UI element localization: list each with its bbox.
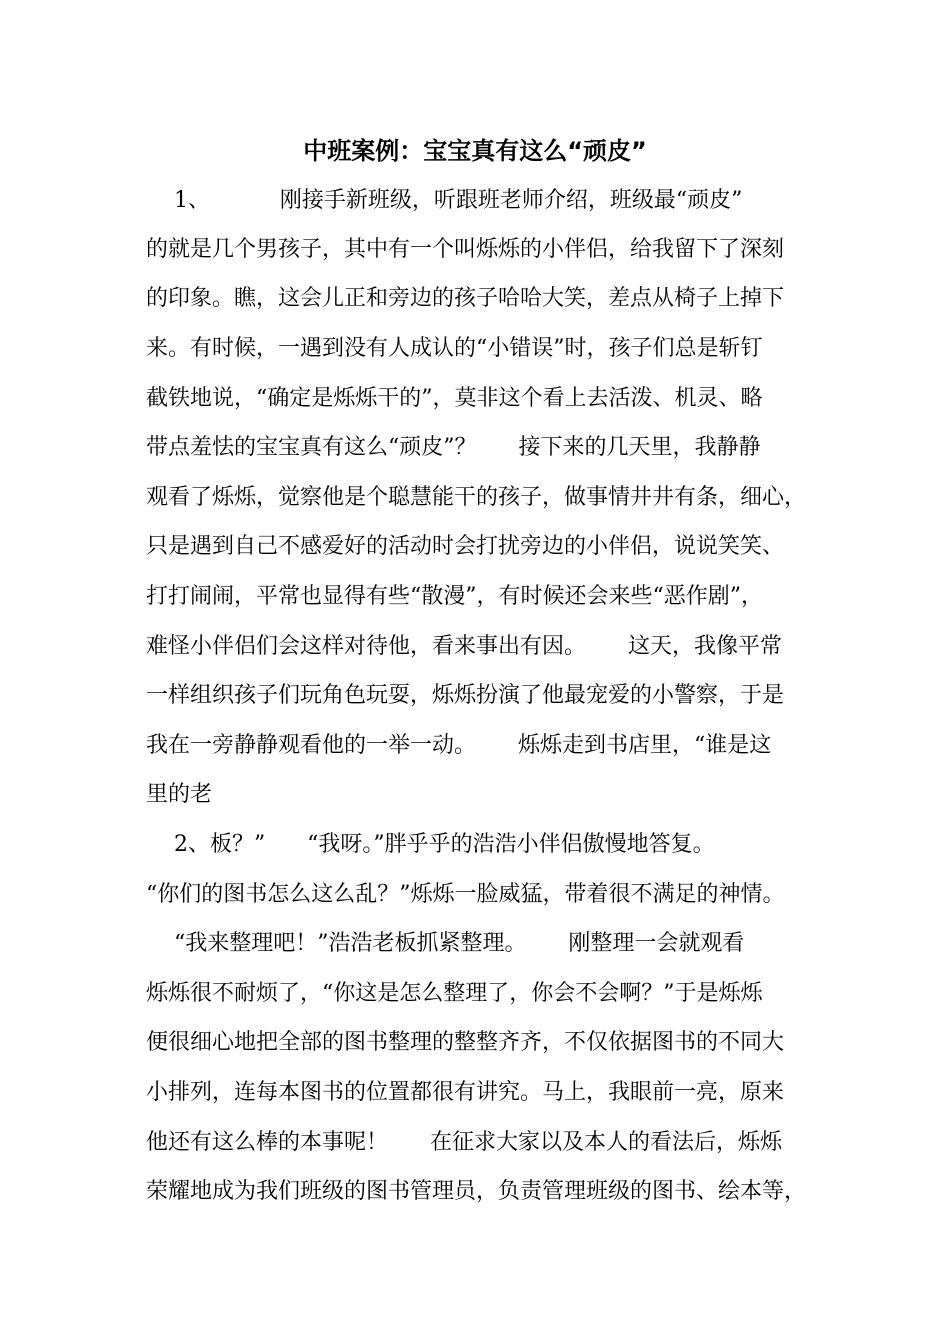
text-line: 荣耀地成为我们班级的图书管理员，负责管理班级的图书、绘本等， [146,1179,807,1204]
text-line: “你们的图书怎么这么乱？”烁烁一脸威猛，带着很不满足的神情。 [146,882,785,907]
text-line: 的印象。瞧，这会儿正和旁边的孩子哈哈大笑，差点从椅子上掉下 [146,286,785,311]
text-line: “我来整理吧！”浩浩老板抓紧整理。 刚整理一会就观看 [146,931,745,956]
text-line: 小排列，连每本图书的位置都很有讲究。马上，我眼前一亮，原来 [146,1080,785,1105]
text-line: 便很细心地把全部的图书整理的整整齐齐，不仅依据图书的不同大 [146,1030,785,1055]
text-line: 2、板？” “我呀。”胖乎乎的浩浩小伴侣傲慢地答复。 [146,832,715,857]
text-line: 1、 刚接手新班级，听跟班老师介绍，班级最“顽皮” [146,188,743,213]
text-line: 他还有这么棒的本事呢！ 在征求大家以及本人的看法后，烁烁 [146,1130,782,1155]
text-line: 来。有时候，一遇到没有人成认的“小错误”时，孩子们总是斩钉 [146,336,763,361]
text-line: 打打闹闹，平常也显得有些“散漫”，有时候还会来些“恶作剧”， [146,584,763,609]
text-line: 只是遇到自己不感爱好的活动时会打扰旁边的小伴侣，说说笑笑、 [146,534,785,559]
document-title: 中班案例：宝宝真有这么“顽皮” [303,137,647,165]
text-line: 截铁地说，“确定是烁烁干的”，莫非这个看上去活泼、机灵、略 [146,386,763,411]
text-line: 我在一旁静静观看他的一举一动。 烁烁走到书店里，“谁是这 [146,733,772,758]
text-line: 烁烁很不耐烦了，“你这是怎么整理了，你会不会啊？”于是烁烁 [146,981,763,1006]
text-line: 里的老 [146,782,213,807]
text-line: 带点羞怯的宝宝真有这么“顽皮”？ 接下来的几天里，我静静 [146,435,761,460]
text-line: 一样组织孩子们玩角色玩耍，烁烁扮演了他最宠爱的小警察，于是 [146,683,785,708]
text-line: 难怪小伴侣们会这样对待他，看来事出有因。 这天，我像平常 [146,634,782,659]
text-line: 的就是几个男孩子，其中有一个叫烁烁的小伴侣，给我留下了深刻 [146,237,785,262]
text-line: 观看了烁烁，觉察他是个聪慧能干的孩子，做事情井井有条，细心， [146,485,807,510]
